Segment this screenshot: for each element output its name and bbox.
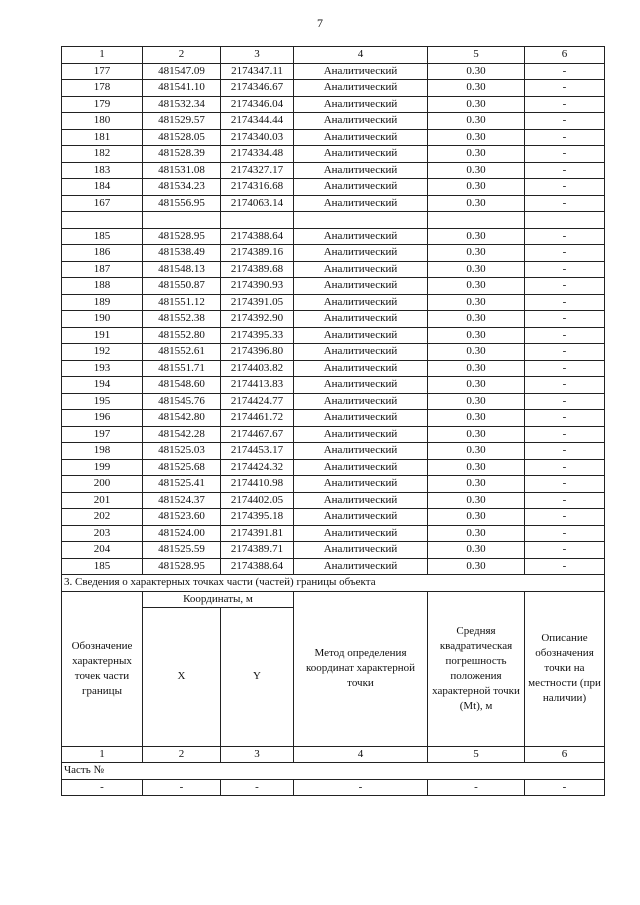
description: - <box>525 426 605 443</box>
coord-y: 2174403.82 <box>221 360 294 377</box>
point-number: 198 <box>62 443 143 460</box>
column-number: 5 <box>428 47 525 64</box>
method: Аналитический <box>294 146 428 163</box>
part-label-row <box>62 763 605 780</box>
table-row <box>62 311 605 328</box>
point-number: 179 <box>62 96 143 113</box>
table-row <box>62 459 605 476</box>
coord-x: 481552.38 <box>143 311 221 328</box>
method: Аналитический <box>294 179 428 196</box>
coord-y: 2174453.17 <box>221 443 294 460</box>
error-value: 0.30 <box>428 129 525 146</box>
description: - <box>525 492 605 509</box>
coord-y: 2174461.72 <box>221 410 294 427</box>
error-value: 0.30 <box>428 96 525 113</box>
point-number: 182 <box>62 146 143 163</box>
method: Аналитический <box>294 129 428 146</box>
column-number: 2 <box>143 47 221 64</box>
description: - <box>525 327 605 344</box>
error-value: 0.30 <box>428 261 525 278</box>
error-value: 0.30 <box>428 377 525 394</box>
coord-x: 481542.80 <box>143 410 221 427</box>
method: Аналитический <box>294 393 428 410</box>
table-row <box>62 344 605 361</box>
method: Аналитический <box>294 113 428 130</box>
header-error: Средняя квадратическая погрешность положения характерной точки (Mt), м <box>428 591 525 746</box>
coord-y: 2174334.48 <box>221 146 294 163</box>
coord-y: 2174344.44 <box>221 113 294 130</box>
column-number-row <box>62 47 605 64</box>
error-value: 0.30 <box>428 245 525 262</box>
method: Аналитический <box>294 63 428 80</box>
table-row <box>62 525 605 542</box>
error-value: 0.30 <box>428 542 525 559</box>
coord-y: 2174424.77 <box>221 393 294 410</box>
description: - <box>525 261 605 278</box>
section-column-number-row <box>62 746 605 763</box>
point-number: 185 <box>62 228 143 245</box>
coord-x: 481548.60 <box>143 377 221 394</box>
column-number: 6 <box>525 47 605 64</box>
method: Аналитический <box>294 360 428 377</box>
table-row <box>62 113 605 130</box>
description: - <box>525 377 605 394</box>
method: Аналитический <box>294 162 428 179</box>
section-title-row <box>62 575 605 592</box>
coord-y: 2174340.03 <box>221 129 294 146</box>
description: - <box>525 228 605 245</box>
method: Аналитический <box>294 525 428 542</box>
coord-y: 2174392.90 <box>221 311 294 328</box>
block-2-rows <box>62 228 605 575</box>
description: - <box>525 525 605 542</box>
point-number: 204 <box>62 542 143 559</box>
table-row <box>62 377 605 394</box>
point-number: 195 <box>62 393 143 410</box>
description: - <box>525 63 605 80</box>
error-value: 0.30 <box>428 558 525 575</box>
method: Аналитический <box>294 426 428 443</box>
error-value: 0.30 <box>428 492 525 509</box>
coord-x: 481548.13 <box>143 261 221 278</box>
table-row <box>62 278 605 295</box>
point-number: 193 <box>62 360 143 377</box>
description: - <box>525 311 605 328</box>
empty-cell <box>143 212 221 229</box>
table-row <box>62 426 605 443</box>
empty-cell <box>62 212 143 229</box>
method: Аналитический <box>294 261 428 278</box>
table-row <box>62 327 605 344</box>
header-method: Метод определения координат характерной точки <box>294 591 428 746</box>
error-value: 0.30 <box>428 228 525 245</box>
method: Аналитический <box>294 80 428 97</box>
empty-cell <box>525 212 605 229</box>
table-row <box>62 195 605 212</box>
table-row <box>62 492 605 509</box>
description: - <box>525 344 605 361</box>
coord-y: 2174316.68 <box>221 179 294 196</box>
point-number: 189 <box>62 294 143 311</box>
error-value: 0.30 <box>428 162 525 179</box>
point-number: 185 <box>62 558 143 575</box>
header-designation: Обозначение характерных точек части границы <box>62 591 143 746</box>
error-value: 0.30 <box>428 327 525 344</box>
coord-x: 481528.95 <box>143 228 221 245</box>
method: Аналитический <box>294 344 428 361</box>
error-value: 0.30 <box>428 443 525 460</box>
description: - <box>525 542 605 559</box>
table-row <box>62 443 605 460</box>
point-number: 183 <box>62 162 143 179</box>
coord-y: 2174346.04 <box>221 96 294 113</box>
header-description: Описание обозначения точки на местности (при наличии) <box>525 591 605 746</box>
column-number: 3 <box>221 47 294 64</box>
error-value: 0.30 <box>428 525 525 542</box>
coord-y: 2174395.33 <box>221 327 294 344</box>
header-coordinates: Координаты, м <box>143 591 294 607</box>
point-number: 187 <box>62 261 143 278</box>
coord-x: 481525.03 <box>143 443 221 460</box>
empty-cell <box>294 212 428 229</box>
table-row <box>62 558 605 575</box>
error-value: 0.30 <box>428 63 525 80</box>
point-number: 186 <box>62 245 143 262</box>
column-number: 2 <box>143 746 221 763</box>
coord-x: 481550.87 <box>143 278 221 295</box>
method: Аналитический <box>294 294 428 311</box>
column-number: 4 <box>294 47 428 64</box>
method: Аналитический <box>294 476 428 493</box>
method: Аналитический <box>294 492 428 509</box>
coord-y: 2174467.67 <box>221 426 294 443</box>
column-number: 1 <box>62 746 143 763</box>
error-value: 0.30 <box>428 113 525 130</box>
empty-value: - <box>428 779 525 796</box>
point-number: 196 <box>62 410 143 427</box>
table-row <box>62 410 605 427</box>
coord-x: 481552.80 <box>143 327 221 344</box>
error-value: 0.30 <box>428 393 525 410</box>
description: - <box>525 393 605 410</box>
coordinates-table <box>61 46 605 796</box>
coord-x: 481556.95 <box>143 195 221 212</box>
separator-row <box>62 212 605 229</box>
page-number: 7 <box>317 16 323 30</box>
coord-y: 2174413.83 <box>221 377 294 394</box>
coord-x: 481532.34 <box>143 96 221 113</box>
error-value: 0.30 <box>428 426 525 443</box>
table-row <box>62 162 605 179</box>
error-value: 0.30 <box>428 344 525 361</box>
coord-x: 481534.23 <box>143 179 221 196</box>
error-value: 0.30 <box>428 509 525 526</box>
coord-y: 2174389.68 <box>221 261 294 278</box>
method: Аналитический <box>294 96 428 113</box>
section-3 <box>62 575 605 796</box>
description: - <box>525 459 605 476</box>
method: Аналитический <box>294 558 428 575</box>
point-number: 200 <box>62 476 143 493</box>
point-number: 167 <box>62 195 143 212</box>
table-row <box>62 146 605 163</box>
description: - <box>525 509 605 526</box>
method: Аналитический <box>294 278 428 295</box>
coord-y: 2174390.93 <box>221 278 294 295</box>
description: - <box>525 245 605 262</box>
coord-x: 481524.00 <box>143 525 221 542</box>
coord-x: 481525.68 <box>143 459 221 476</box>
coord-x: 481525.59 <box>143 542 221 559</box>
coord-y: 2174389.71 <box>221 542 294 559</box>
point-number: 191 <box>62 327 143 344</box>
error-value: 0.30 <box>428 146 525 163</box>
empty-value: - <box>143 779 221 796</box>
coord-y: 2174346.67 <box>221 80 294 97</box>
point-number: 190 <box>62 311 143 328</box>
coord-x: 481551.71 <box>143 360 221 377</box>
error-value: 0.30 <box>428 476 525 493</box>
error-value: 0.30 <box>428 80 525 97</box>
table-row <box>62 245 605 262</box>
description: - <box>525 195 605 212</box>
table-row <box>62 360 605 377</box>
header-x: X <box>143 607 221 746</box>
error-value: 0.30 <box>428 278 525 295</box>
coord-x: 481541.10 <box>143 80 221 97</box>
coord-x: 481547.09 <box>143 63 221 80</box>
table-row <box>62 80 605 97</box>
description: - <box>525 443 605 460</box>
coord-y: 2174391.81 <box>221 525 294 542</box>
description: - <box>525 113 605 130</box>
column-number: 6 <box>525 746 605 763</box>
table-row <box>62 509 605 526</box>
coord-x: 481531.08 <box>143 162 221 179</box>
empty-cell <box>221 212 294 229</box>
error-value: 0.30 <box>428 459 525 476</box>
table-row <box>62 542 605 559</box>
block-1-rows <box>62 63 605 212</box>
point-number: 177 <box>62 63 143 80</box>
column-number: 4 <box>294 746 428 763</box>
description: - <box>525 558 605 575</box>
description: - <box>525 294 605 311</box>
description: - <box>525 278 605 295</box>
method: Аналитический <box>294 410 428 427</box>
method: Аналитический <box>294 195 428 212</box>
empty-data-row <box>62 779 605 796</box>
error-value: 0.30 <box>428 311 525 328</box>
point-number: 180 <box>62 113 143 130</box>
point-number: 188 <box>62 278 143 295</box>
description: - <box>525 476 605 493</box>
description: - <box>525 179 605 196</box>
table-row <box>62 129 605 146</box>
empty-value: - <box>525 779 605 796</box>
empty-value: - <box>294 779 428 796</box>
coord-x: 481545.76 <box>143 393 221 410</box>
point-number: 194 <box>62 377 143 394</box>
coord-y: 2174063.14 <box>221 195 294 212</box>
method: Аналитический <box>294 459 428 476</box>
point-number: 201 <box>62 492 143 509</box>
empty-value: - <box>221 779 294 796</box>
error-value: 0.30 <box>428 195 525 212</box>
method: Аналитический <box>294 377 428 394</box>
point-number: 181 <box>62 129 143 146</box>
coord-y: 2174327.17 <box>221 162 294 179</box>
description: - <box>525 80 605 97</box>
method: Аналитический <box>294 245 428 262</box>
table-row <box>62 393 605 410</box>
part-label: Часть № <box>62 763 605 780</box>
coord-y: 2174424.32 <box>221 459 294 476</box>
coord-x: 481542.28 <box>143 426 221 443</box>
description: - <box>525 162 605 179</box>
coord-x: 481525.41 <box>143 476 221 493</box>
coord-x: 481524.37 <box>143 492 221 509</box>
coord-y: 2174395.18 <box>221 509 294 526</box>
table-row <box>62 476 605 493</box>
header-y: Y <box>221 607 294 746</box>
point-number: 197 <box>62 426 143 443</box>
point-number: 192 <box>62 344 143 361</box>
header-row-top <box>62 591 605 607</box>
description: - <box>525 96 605 113</box>
point-number: 184 <box>62 179 143 196</box>
coord-y: 2174402.05 <box>221 492 294 509</box>
error-value: 0.30 <box>428 410 525 427</box>
column-number: 3 <box>221 746 294 763</box>
empty-cell <box>428 212 525 229</box>
method: Аналитический <box>294 228 428 245</box>
coord-x: 481552.61 <box>143 344 221 361</box>
coord-x: 481538.49 <box>143 245 221 262</box>
table-row <box>62 63 605 80</box>
coord-y: 2174388.64 <box>221 228 294 245</box>
method: Аналитический <box>294 443 428 460</box>
column-number: 1 <box>62 47 143 64</box>
description: - <box>525 360 605 377</box>
coord-y: 2174389.16 <box>221 245 294 262</box>
method: Аналитический <box>294 311 428 328</box>
point-number: 202 <box>62 509 143 526</box>
coord-y: 2174388.64 <box>221 558 294 575</box>
method: Аналитический <box>294 327 428 344</box>
point-number: 203 <box>62 525 143 542</box>
error-value: 0.30 <box>428 179 525 196</box>
error-value: 0.30 <box>428 360 525 377</box>
coord-x: 481528.39 <box>143 146 221 163</box>
column-number: 5 <box>428 746 525 763</box>
coord-x: 481551.12 <box>143 294 221 311</box>
coord-y: 2174410.98 <box>221 476 294 493</box>
table-row <box>62 294 605 311</box>
method: Аналитический <box>294 542 428 559</box>
error-value: 0.30 <box>428 294 525 311</box>
point-number: 178 <box>62 80 143 97</box>
point-number: 199 <box>62 459 143 476</box>
description: - <box>525 146 605 163</box>
table-row <box>62 228 605 245</box>
coord-y: 2174391.05 <box>221 294 294 311</box>
method: Аналитический <box>294 509 428 526</box>
description: - <box>525 129 605 146</box>
coord-x: 481529.57 <box>143 113 221 130</box>
coord-x: 481528.05 <box>143 129 221 146</box>
coord-y: 2174347.11 <box>221 63 294 80</box>
table-row <box>62 261 605 278</box>
table-row <box>62 179 605 196</box>
empty-value: - <box>62 779 143 796</box>
coord-y: 2174396.80 <box>221 344 294 361</box>
description: - <box>525 410 605 427</box>
section-title: 3. Сведения о характерных точках части (частей) границы объекта <box>62 575 605 592</box>
coord-x: 481523.60 <box>143 509 221 526</box>
table-row <box>62 96 605 113</box>
coord-x: 481528.95 <box>143 558 221 575</box>
